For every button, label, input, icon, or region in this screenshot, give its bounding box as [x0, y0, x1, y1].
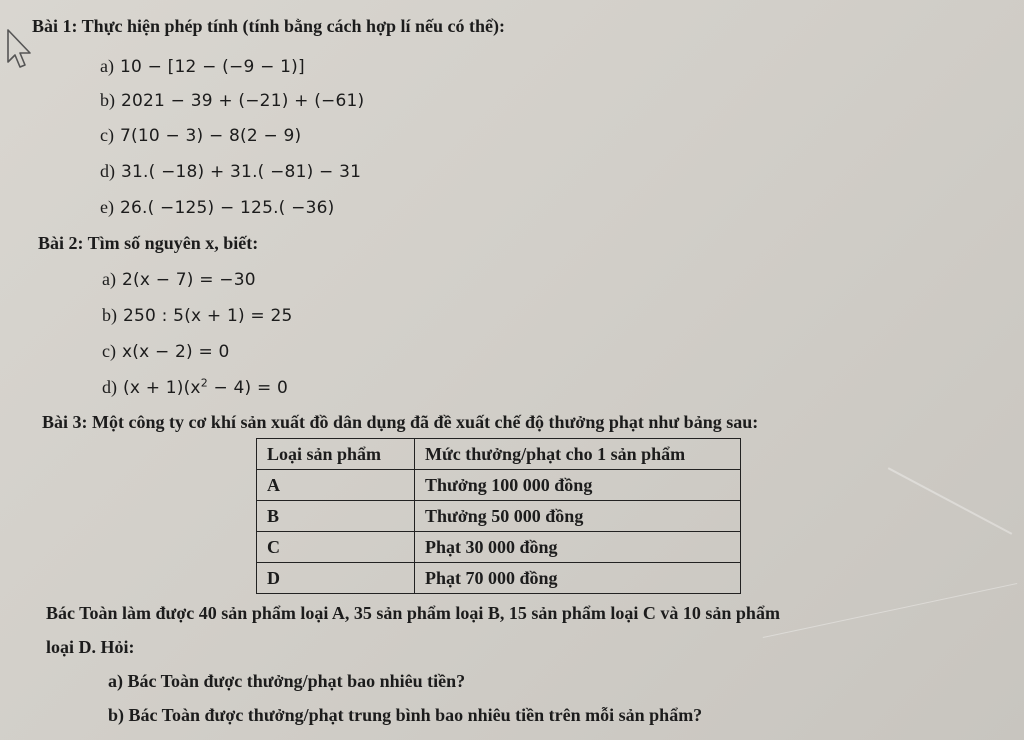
table-cell: A: [257, 470, 415, 501]
bai1-item-e: [100, 197, 334, 218]
item-label: a): [100, 56, 114, 76]
bai2-title: Bài 2: Tìm số nguyên x, biết:: [38, 233, 259, 253]
bai1-item-a: [100, 56, 305, 77]
table-row: [257, 470, 741, 501]
item-expression: 26.( −125) − 125.( −36): [119, 198, 335, 218]
item-expression: 7(10 − 3) − 8(2 − 9): [119, 126, 302, 146]
item-label: a): [102, 269, 116, 289]
table-header-cell: Loại sản phẩm: [257, 439, 415, 470]
item-label: b): [102, 305, 117, 325]
item-label: e): [100, 197, 114, 217]
table-cell: Thưởng 50 000 đồng: [415, 501, 741, 532]
expr-part: − 4) = 0: [207, 377, 289, 398]
table-cell: Phạt 70 000 đồng: [415, 563, 741, 594]
bai1-item-b: [100, 90, 364, 111]
reward-penalty-table: [256, 438, 741, 594]
exponent: 2: [200, 376, 208, 389]
item-label: d): [100, 161, 115, 181]
bai3-question-b: b) Bác Toàn được thưởng/phạt trung bình bao nhiêu tiền trên mỗi sản phẩm?: [108, 705, 703, 725]
bai2-item-d: [102, 376, 288, 398]
item-expression: 10 − [12 − (−9 − 1)]: [119, 57, 305, 77]
bai3-text-line1: Bác Toàn làm được 40 sản phẩm loại A, 35 sản phẩm loại B, 15 sản phẩm loại C và 10 sản phẩm: [46, 603, 780, 623]
item-expression: 2021 − 39 + (−21) + (−61): [121, 91, 365, 111]
item-label: c): [102, 341, 116, 361]
table-cell: B: [257, 501, 415, 532]
bai1-item-c: [100, 125, 301, 146]
item-expression: 2(x − 7) = −30: [121, 270, 256, 290]
bai2-item-c: [102, 341, 230, 362]
item-expression: 31.( −18) + 31.( −81) − 31: [121, 162, 362, 182]
item-label: b): [100, 90, 115, 110]
table-row: [257, 532, 741, 563]
table-header-cell: Mức thưởng/phạt cho 1 sản phẩm: [415, 439, 741, 470]
item-label: d): [102, 376, 117, 397]
item-expression: 250 : 5(x + 1) = 25: [123, 306, 293, 326]
glare-streak: [888, 467, 1013, 534]
table-cell: Thưởng 100 000 đồng: [415, 470, 741, 501]
bai3-question-a: a) Bác Toàn được thưởng/phạt bao nhiêu tiền?: [108, 671, 466, 691]
item-expression: x(x − 2) = 0: [121, 342, 230, 362]
table-cell: Phạt 30 000 đồng: [415, 532, 741, 563]
item-expression: [123, 378, 288, 398]
glare-streak: [763, 583, 1018, 638]
table-header-row: [257, 439, 741, 470]
bai1-item-d: [100, 161, 361, 182]
bai2-item-a: [102, 269, 256, 290]
bai3-text-line2: loại D. Hỏi:: [46, 637, 135, 657]
table-cell: C: [257, 532, 415, 563]
bai2-item-b: [102, 305, 292, 326]
bai1-title: Bài 1: Thực hiện phép tính (tính bằng cách hợp lí nếu có thể):: [32, 16, 506, 36]
table-row: [257, 501, 741, 532]
expr-part: (x + 1)(x: [123, 377, 201, 398]
table-row: [257, 563, 741, 594]
cursor-arrow-icon: [6, 28, 34, 70]
bai3-title: Bài 3: Một công ty cơ khí sản xuất đồ dân dụng đã đề xuất chế độ thưởng phạt như bảng sau:: [42, 412, 759, 432]
item-label: c): [100, 125, 114, 145]
table-cell: D: [257, 563, 415, 594]
